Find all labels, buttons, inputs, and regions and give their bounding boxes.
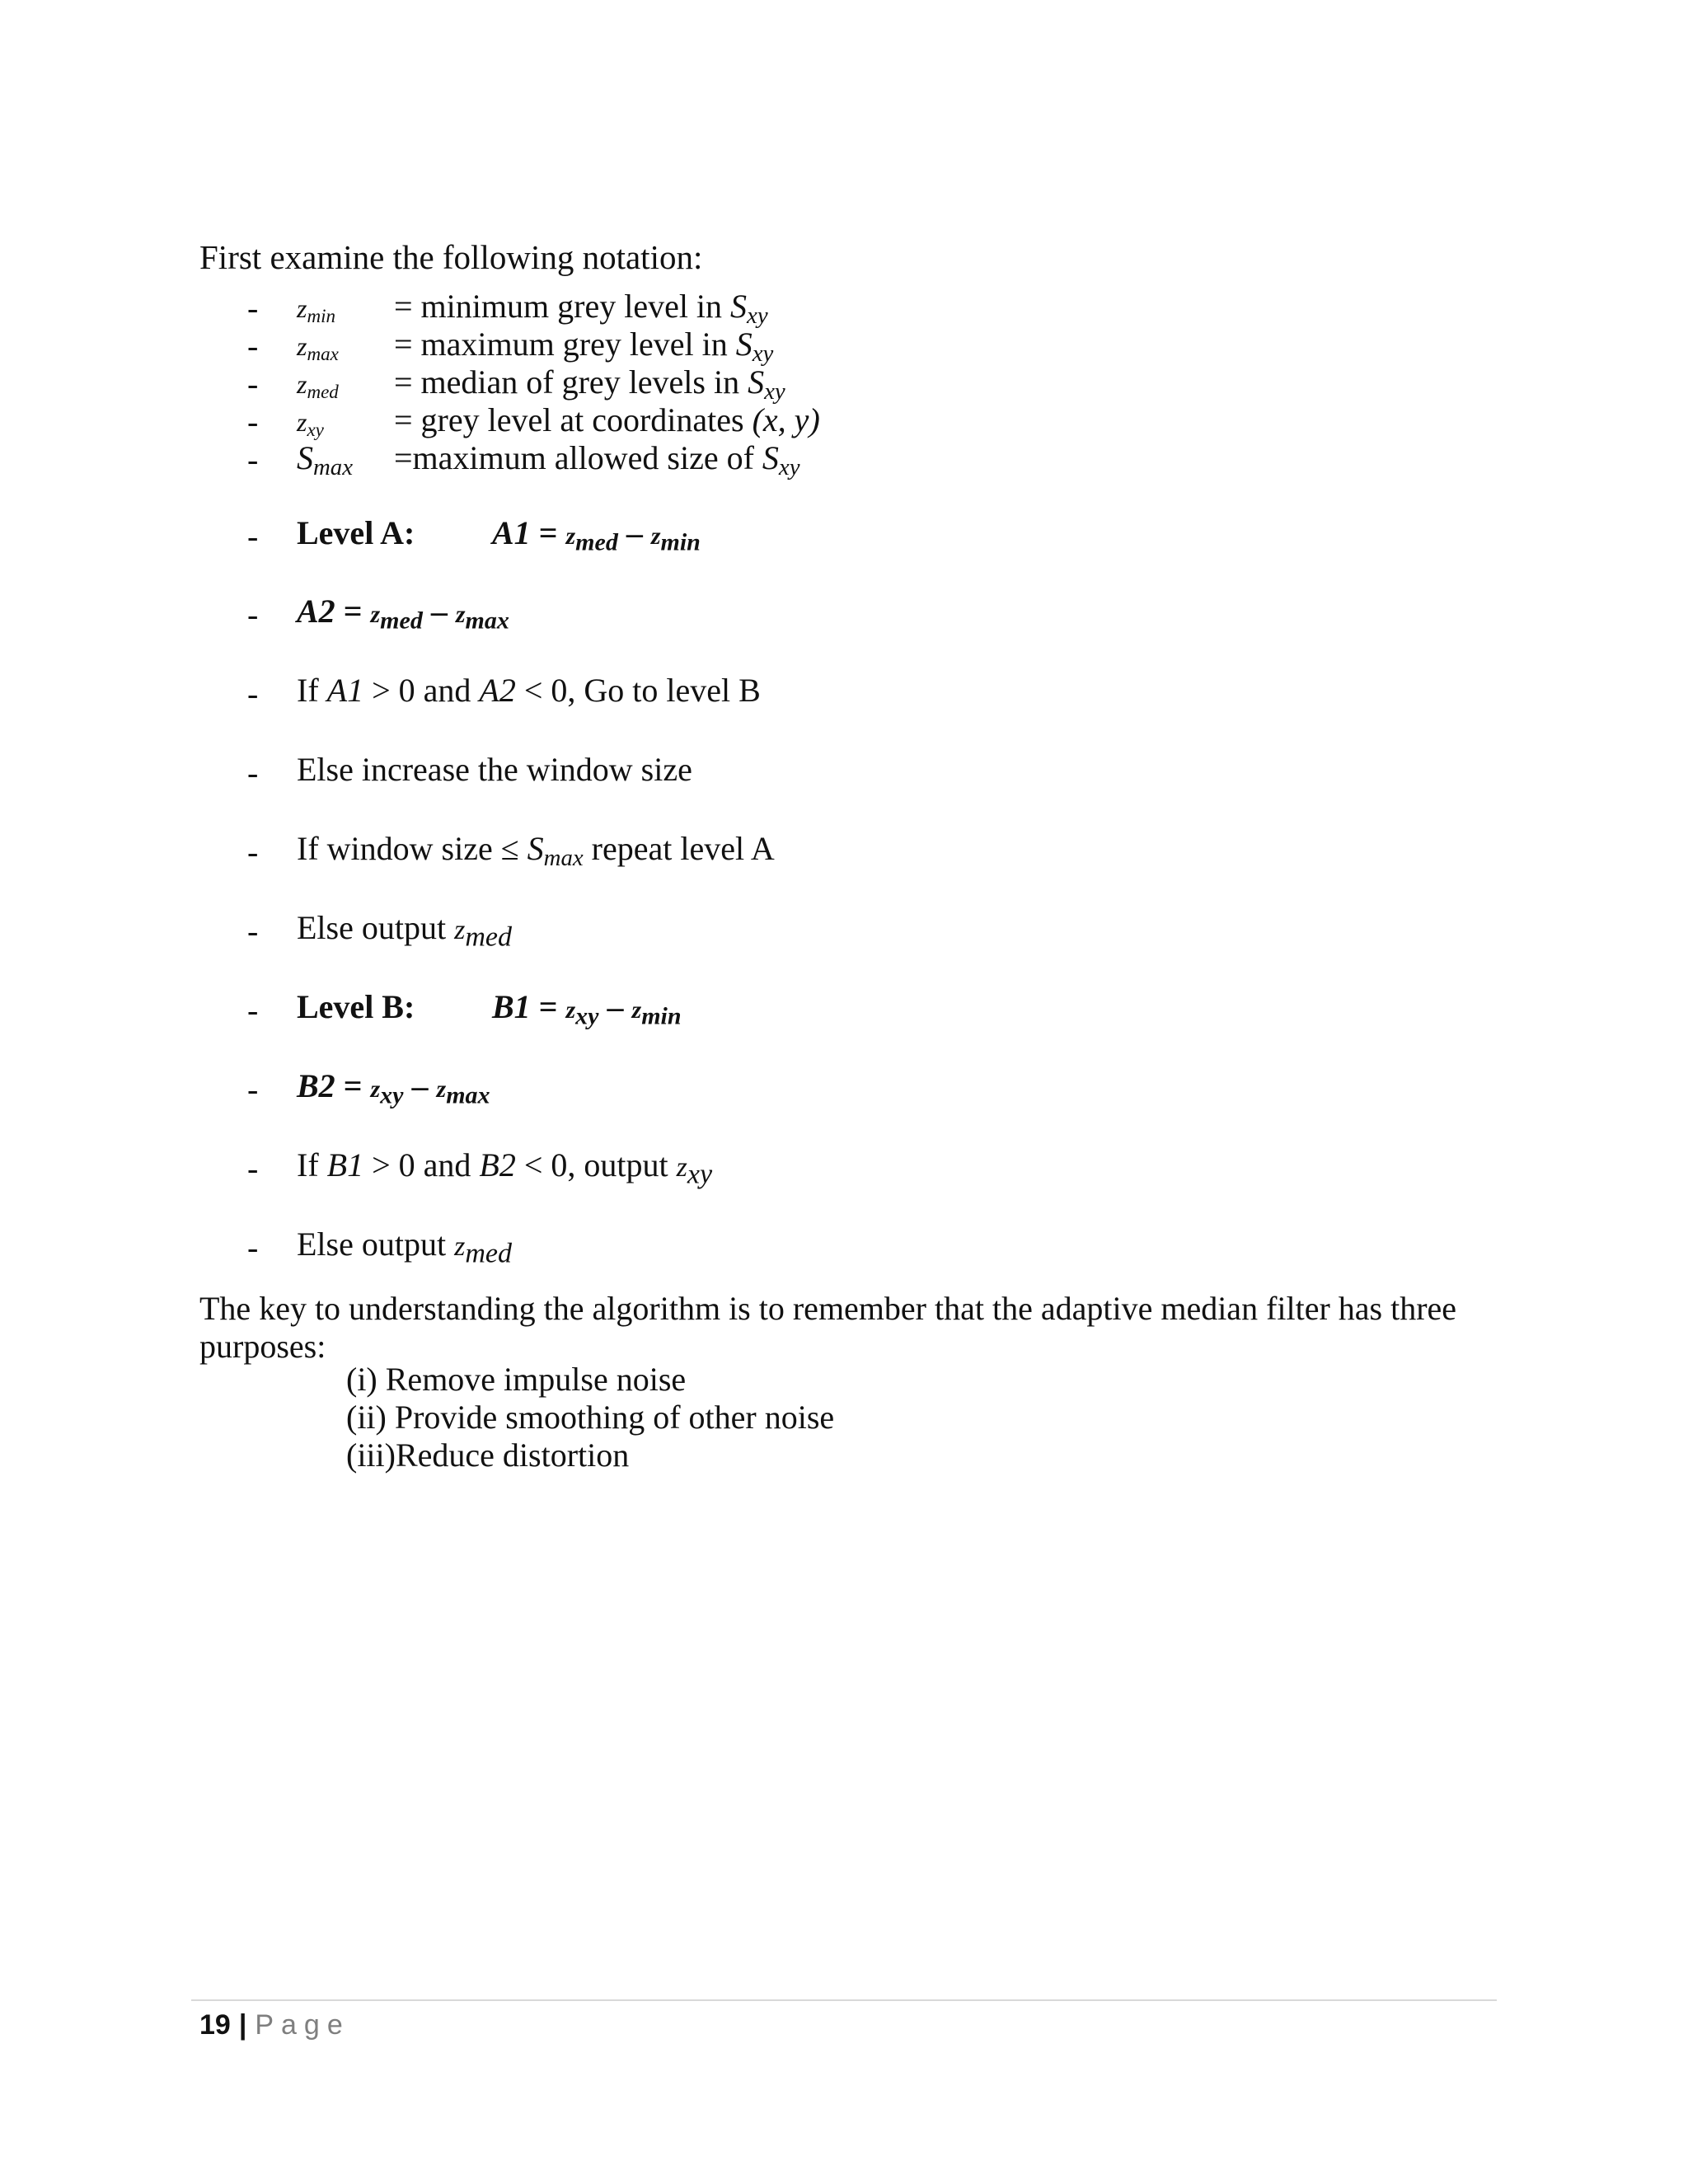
notation-symbol: $z_{med}$ <box>297 369 339 402</box>
repeat-condition: If window size ≤ $S_{max}$ repeat level A <box>297 830 775 872</box>
list-dash: - <box>247 833 259 870</box>
list-dash: - <box>247 754 259 791</box>
footer-divider <box>191 1999 1497 2001</box>
page-footer <box>199 2004 350 2046</box>
paragraph: The key to understanding the algorithm is to remember that the adaptive median filter has three purposes: <box>199 1290 1457 1365</box>
purpose-item: (ii) Provide smoothing of other noise <box>346 1399 835 1436</box>
notation-symbol: $z_{max}$ <box>297 331 339 364</box>
list-dash: - <box>247 365 259 402</box>
notation-symbol: $z_{xy}$ <box>297 407 324 440</box>
purpose-item: (iii)Reduce distortion <box>346 1436 630 1474</box>
notation-symbol: $z_{min}$ <box>297 293 335 326</box>
footer-separator: | <box>238 2009 247 2041</box>
notation-definition: = grey level at coordinates (x, y) <box>394 401 820 438</box>
page-label: Page <box>255 2009 350 2041</box>
notation-symbol: $S_{max}$ <box>297 439 353 481</box>
list-dash: - <box>247 403 259 440</box>
list-dash: - <box>247 327 259 364</box>
level-a-label: Level A: <box>297 514 415 551</box>
list-dash: - <box>247 1229 259 1266</box>
formula-a1: $A1 = z_{med} - z_{min}$ <box>492 514 701 556</box>
list-dash: - <box>247 1150 259 1187</box>
condition-a: If A1 > 0 and A2 < 0, Go to level B <box>297 672 761 709</box>
list-dash: - <box>247 518 259 555</box>
list-dash: - <box>247 675 259 712</box>
formula-b2: $B2 = z_{xy} - z_{max}$ <box>297 1067 490 1109</box>
list-dash: - <box>247 289 259 326</box>
else-increase: Else increase the window size <box>297 751 692 788</box>
list-dash: - <box>247 596 259 633</box>
intro-text: First examine the following notation: <box>199 238 703 276</box>
formula-a2: $A2 = z_{med} - z_{max}$ <box>297 593 509 635</box>
notation-definition: = maximum grey level in $S_{xy}$ <box>394 326 774 368</box>
page-number: 19 <box>199 2009 231 2041</box>
else-output-b: Else output $z_{med}$ <box>297 1226 512 1269</box>
formula-b1: $B1 = z_{xy} - z_{min}$ <box>492 988 682 1030</box>
else-output-a: Else output $z_{med}$ <box>297 909 512 953</box>
purpose-item: (i) Remove impulse noise <box>346 1361 687 1398</box>
notation-definition: =maximum allowed size of $S_{xy}$ <box>394 439 800 481</box>
notation-definition: = median of grey levels in $S_{xy}$ <box>394 363 785 405</box>
list-dash: - <box>247 1071 259 1108</box>
notation-definition: = minimum grey level in $S_{xy}$ <box>394 288 768 330</box>
list-dash: - <box>247 441 259 478</box>
list-dash: - <box>247 991 259 1029</box>
list-dash: - <box>247 912 259 949</box>
level-b-label: Level B: <box>297 988 415 1025</box>
condition-b: If B1 > 0 and B2 < 0, output $z_{xy}$ <box>297 1146 713 1190</box>
